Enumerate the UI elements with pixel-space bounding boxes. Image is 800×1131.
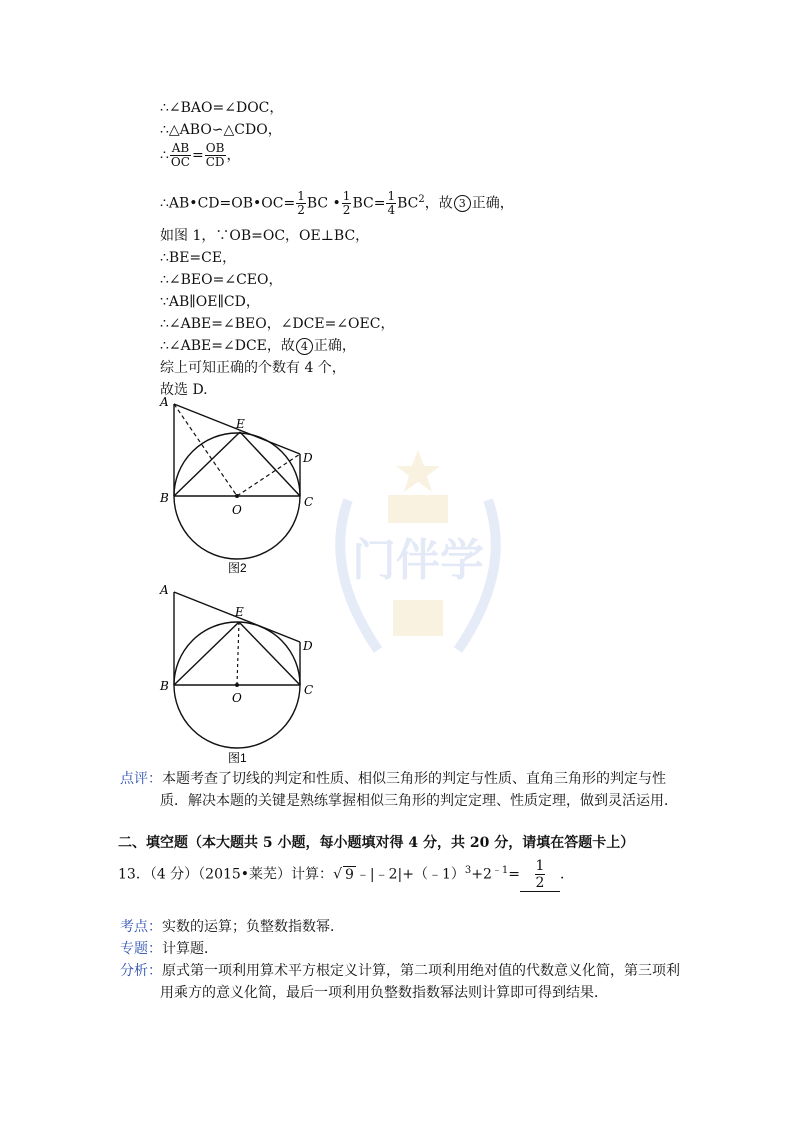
label-c: C bbox=[304, 683, 314, 697]
fraction-numerator: OB bbox=[205, 141, 225, 155]
therefore-symbol: ∴ bbox=[160, 147, 169, 164]
question-text: ﹣|﹣2|+（﹣1） bbox=[355, 866, 465, 883]
label-b: B bbox=[160, 491, 169, 505]
figure-2-caption: 图2 bbox=[228, 561, 247, 575]
sqrt-radicand: 9 bbox=[344, 866, 354, 883]
proof-line-1: ∴∠BAO=∠DOC， bbox=[160, 100, 284, 116]
proof-line-8: ∵AB∥OE∥CD， bbox=[160, 294, 260, 310]
proof-line-12: 故选 D. bbox=[160, 382, 208, 398]
label-o: O bbox=[232, 503, 242, 517]
review-line-2: 质．解决本题的关键是熟练掌握相似三角形的判定定理、性质定理，做到灵活运用． bbox=[160, 793, 678, 809]
kaodian-label: 考点： bbox=[120, 919, 162, 935]
proof-text: BC= bbox=[352, 195, 386, 212]
proof-line-5: 如图 1，∵OB=OC，OE⊥BC， bbox=[160, 228, 370, 244]
figure-1-caption: 图1 bbox=[228, 751, 247, 765]
proof-line-10 bbox=[160, 336, 356, 356]
segment-be bbox=[174, 622, 239, 685]
proof-text: ∴∠ABE=∠DCE，故 bbox=[160, 338, 295, 354]
label-d: D bbox=[303, 639, 313, 653]
review-text: 本题考查了切线的判定和性质、相似三角形的判定与性质、直角三角形的判定与性 bbox=[162, 771, 666, 787]
question-13 bbox=[118, 858, 574, 892]
label-a: A bbox=[160, 583, 169, 597]
proof-line-2: ∴△ABO∽△CDO， bbox=[160, 122, 282, 138]
sqrt-symbol: √ bbox=[333, 866, 342, 883]
label-e: E bbox=[235, 605, 244, 619]
dashed-ao bbox=[174, 404, 237, 496]
fraction-ob-cd bbox=[205, 142, 226, 169]
zhuanti-text: 计算题． bbox=[162, 941, 218, 957]
proof-text: ∴AB•CD=OB•OC= bbox=[160, 195, 296, 212]
book-icon bbox=[393, 600, 443, 636]
proof-text: 正确， bbox=[313, 338, 356, 354]
proof-line-3 bbox=[160, 142, 241, 169]
dashed-eo bbox=[237, 622, 239, 685]
fraction-denominator: 2 bbox=[342, 203, 351, 218]
proof-line-11: 综上可知正确的个数有 4 个， bbox=[160, 360, 346, 376]
fraction-numerator: 1 bbox=[342, 189, 351, 204]
dashed-od bbox=[237, 454, 300, 496]
figure-1-diagram bbox=[150, 578, 330, 768]
fraction-quarter bbox=[386, 190, 396, 217]
exponent: ﹣1 bbox=[491, 864, 509, 876]
label-d: D bbox=[303, 451, 313, 465]
fenxi-label: 分析： bbox=[120, 963, 162, 979]
fraction-half bbox=[296, 190, 306, 217]
section-title: 二、填空题（本大题共 5 小题，每小题填对得 4 分，共 20 分，请填在答题卡上） bbox=[118, 835, 635, 851]
fraction-denominator: OC bbox=[170, 155, 190, 169]
fraction-numerator: 1 bbox=[297, 189, 305, 204]
proof-text: 正确， bbox=[471, 195, 514, 212]
zhuanti-line bbox=[120, 938, 680, 960]
watermark-logo bbox=[318, 440, 518, 680]
kaodian-text: 实数的运算；负整数指数幂． bbox=[162, 919, 344, 935]
label-c: C bbox=[304, 495, 314, 509]
answer-fraction bbox=[535, 858, 546, 891]
kaodian-line bbox=[120, 916, 680, 938]
proof-line-6: ∴BE=CE， bbox=[160, 250, 237, 266]
circled-number: 3 bbox=[454, 195, 471, 212]
comma: ， bbox=[226, 147, 241, 164]
proof-line-9: ∴∠ABE=∠BEO，∠DCE=∠OEC， bbox=[160, 316, 395, 332]
proof-text: BC • bbox=[306, 195, 341, 212]
center-point bbox=[235, 494, 239, 498]
fraction-numerator: 1 bbox=[387, 189, 396, 204]
proof-text: BC bbox=[397, 195, 419, 212]
center-point bbox=[235, 683, 239, 687]
proof-text: ，故 bbox=[424, 195, 453, 212]
review-label: 点评： bbox=[120, 771, 162, 787]
question-text: +2 bbox=[471, 866, 492, 883]
figure-2-diagram bbox=[150, 392, 330, 582]
exponent: 2 bbox=[418, 194, 425, 205]
fraction-ab-oc bbox=[170, 142, 191, 169]
fraction-denominator: 4 bbox=[387, 203, 396, 218]
fraction-numerator: AB bbox=[171, 141, 190, 155]
equals-sign: = bbox=[191, 147, 204, 164]
question-text: = bbox=[508, 866, 521, 883]
fenxi-line-1 bbox=[120, 960, 680, 982]
question-text: 13．（4 分）（2015•莱芜）计算： bbox=[118, 866, 334, 883]
label-o: O bbox=[232, 691, 242, 705]
watermark-text: 门伴学 bbox=[352, 535, 484, 586]
label-a: A bbox=[160, 395, 169, 409]
review-line-1 bbox=[120, 768, 678, 790]
cap-icon bbox=[388, 495, 448, 523]
proof-line-7: ∴∠BEO=∠CEO， bbox=[160, 272, 283, 288]
star-icon bbox=[396, 450, 440, 492]
fraction-numerator: 1 bbox=[535, 858, 545, 874]
label-b: B bbox=[160, 679, 169, 693]
zhuanti-label: 专题： bbox=[120, 941, 162, 957]
fraction-half bbox=[342, 190, 352, 217]
analysis-block bbox=[120, 916, 680, 1004]
fenxi-line-2: 用乘方的意义化简，最后一项利用负整数指数幂法则计算即可得到结果． bbox=[160, 985, 608, 1001]
fenxi-text: 原式第一项利用算术平方根定义计算，第二项利用绝对值的代数意义化简，第三项利 bbox=[162, 963, 680, 979]
fraction-denominator: 2 bbox=[535, 875, 545, 891]
label-e: E bbox=[236, 417, 245, 431]
answer-blank bbox=[520, 858, 560, 892]
exponent: 3 bbox=[464, 864, 472, 876]
proof-line-4 bbox=[160, 190, 514, 217]
fraction-denominator: CD bbox=[205, 155, 225, 169]
fraction-denominator: 2 bbox=[297, 203, 305, 218]
circled-number: 4 bbox=[296, 338, 313, 355]
question-text: ． bbox=[560, 866, 575, 883]
review-block bbox=[120, 768, 678, 812]
